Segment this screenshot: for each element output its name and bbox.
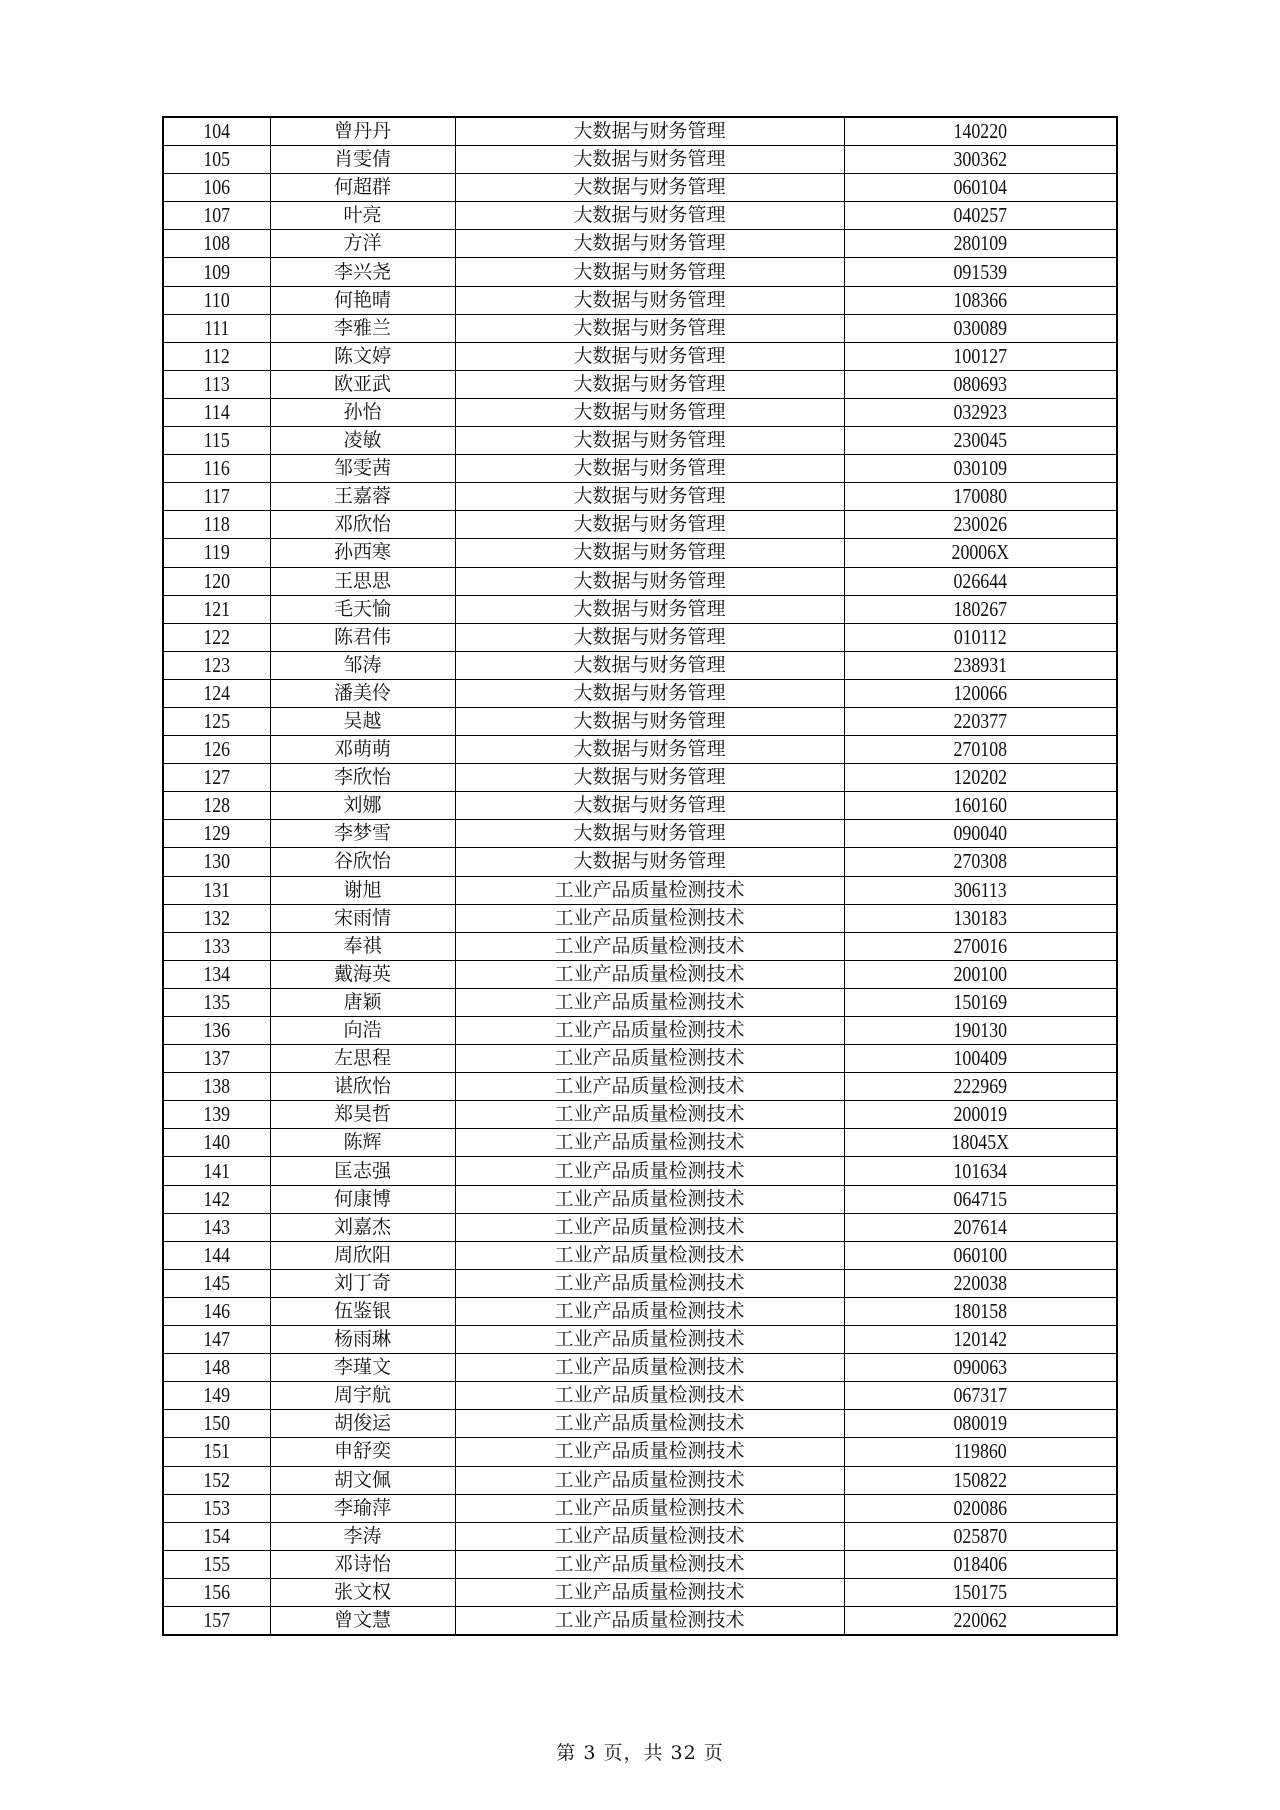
cell-serial-number: 123 bbox=[171, 651, 262, 679]
table-row bbox=[163, 932, 1117, 960]
cell-serial-number: 107 bbox=[171, 202, 262, 230]
cell-major: 工业产品质量检测技术 bbox=[455, 1269, 844, 1297]
cell-student-name: 周欣阳 bbox=[270, 1241, 455, 1269]
cell-student-name: 戴海英 bbox=[270, 960, 455, 988]
cell-major: 大数据与财务管理 bbox=[455, 595, 844, 623]
cell-student-name: 曾丹丹 bbox=[270, 117, 455, 146]
cell-serial-number: 148 bbox=[171, 1354, 262, 1382]
cell-serial-number: 108 bbox=[171, 230, 262, 258]
cell-serial-number: 104 bbox=[171, 117, 262, 146]
cell-serial-number: 154 bbox=[171, 1522, 262, 1550]
cell-serial-number: 105 bbox=[171, 146, 262, 174]
cell-id-suffix: 020086 bbox=[864, 1494, 1096, 1522]
table-row bbox=[163, 1101, 1117, 1129]
cell-id-suffix: 270016 bbox=[864, 932, 1096, 960]
cell-id-suffix: 280109 bbox=[864, 230, 1096, 258]
cell-id-suffix: 026644 bbox=[864, 567, 1096, 595]
cell-id-suffix: 300362 bbox=[864, 146, 1096, 174]
cell-student-name: 何超群 bbox=[270, 174, 455, 202]
cell-serial-number: 144 bbox=[171, 1241, 262, 1269]
cell-major: 大数据与财务管理 bbox=[455, 820, 844, 848]
table-row bbox=[163, 1129, 1117, 1157]
table-row bbox=[163, 539, 1117, 567]
cell-serial-number: 140 bbox=[171, 1129, 262, 1157]
cell-student-name: 申舒奕 bbox=[270, 1438, 455, 1466]
cell-student-name: 陈辉 bbox=[270, 1129, 455, 1157]
cell-major: 大数据与财务管理 bbox=[455, 314, 844, 342]
cell-serial-number: 149 bbox=[171, 1382, 262, 1410]
cell-id-suffix: 270308 bbox=[864, 848, 1096, 876]
cell-serial-number: 145 bbox=[171, 1269, 262, 1297]
cell-major: 工业产品质量检测技术 bbox=[455, 1017, 844, 1045]
cell-student-name: 胡俊运 bbox=[270, 1410, 455, 1438]
table-row bbox=[163, 202, 1117, 230]
cell-major: 大数据与财务管理 bbox=[455, 455, 844, 483]
cell-id-suffix: 150822 bbox=[864, 1466, 1096, 1494]
cell-student-name: 何艳晴 bbox=[270, 286, 455, 314]
table-row bbox=[163, 960, 1117, 988]
cell-id-suffix: 120202 bbox=[864, 764, 1096, 792]
cell-student-name: 奉祺 bbox=[270, 932, 455, 960]
cell-student-name: 李瑜萍 bbox=[270, 1494, 455, 1522]
table-row bbox=[163, 1410, 1117, 1438]
cell-major: 工业产品质量检测技术 bbox=[455, 1522, 844, 1550]
table-row bbox=[163, 483, 1117, 511]
cell-id-suffix: 160160 bbox=[864, 792, 1096, 820]
cell-major: 大数据与财务管理 bbox=[455, 146, 844, 174]
cell-student-name: 邓欣怡 bbox=[270, 511, 455, 539]
table-row bbox=[163, 1522, 1117, 1550]
cell-major: 工业产品质量检测技术 bbox=[455, 904, 844, 932]
cell-student-name: 李雅兰 bbox=[270, 314, 455, 342]
cell-id-suffix: 150175 bbox=[864, 1578, 1096, 1606]
table-row bbox=[163, 1578, 1117, 1606]
cell-major: 大数据与财务管理 bbox=[455, 539, 844, 567]
cell-major: 大数据与财务管理 bbox=[455, 623, 844, 651]
cell-student-name: 方洋 bbox=[270, 230, 455, 258]
cell-id-suffix: 130183 bbox=[864, 904, 1096, 932]
table-row bbox=[163, 342, 1117, 370]
cell-serial-number: 125 bbox=[171, 707, 262, 735]
cell-student-name: 刘娜 bbox=[270, 792, 455, 820]
table-row bbox=[163, 1185, 1117, 1213]
cell-id-suffix: 032923 bbox=[864, 398, 1096, 426]
cell-major: 工业产品质量检测技术 bbox=[455, 876, 844, 904]
cell-id-suffix: 20006X bbox=[864, 539, 1096, 567]
table-row bbox=[163, 314, 1117, 342]
cell-major: 工业产品质量检测技术 bbox=[455, 1185, 844, 1213]
table-row bbox=[163, 679, 1117, 707]
cell-id-suffix: 200100 bbox=[864, 960, 1096, 988]
cell-id-suffix: 060100 bbox=[864, 1241, 1096, 1269]
table-row bbox=[163, 764, 1117, 792]
cell-major: 大数据与财务管理 bbox=[455, 286, 844, 314]
table-row bbox=[163, 623, 1117, 651]
cell-serial-number: 134 bbox=[171, 960, 262, 988]
table-row bbox=[163, 174, 1117, 202]
cell-serial-number: 150 bbox=[171, 1410, 262, 1438]
cell-id-suffix: 090063 bbox=[864, 1354, 1096, 1382]
cell-major: 大数据与财务管理 bbox=[455, 342, 844, 370]
table-row bbox=[163, 1354, 1117, 1382]
table-row bbox=[163, 1606, 1117, 1635]
cell-student-name: 李梦雪 bbox=[270, 820, 455, 848]
cell-id-suffix: 064715 bbox=[864, 1185, 1096, 1213]
cell-student-name: 李涛 bbox=[270, 1522, 455, 1550]
cell-student-name: 谷欣怡 bbox=[270, 848, 455, 876]
cell-id-suffix: 200019 bbox=[864, 1101, 1096, 1129]
cell-serial-number: 135 bbox=[171, 988, 262, 1016]
cell-id-suffix: 091539 bbox=[864, 258, 1096, 286]
table-row bbox=[163, 595, 1117, 623]
cell-student-name: 吴越 bbox=[270, 707, 455, 735]
cell-major: 大数据与财务管理 bbox=[455, 764, 844, 792]
cell-major: 工业产品质量检测技术 bbox=[455, 1241, 844, 1269]
cell-id-suffix: 060104 bbox=[864, 174, 1096, 202]
cell-id-suffix: 030109 bbox=[864, 455, 1096, 483]
cell-serial-number: 114 bbox=[171, 398, 262, 426]
cell-major: 大数据与财务管理 bbox=[455, 736, 844, 764]
cell-major: 工业产品质量检测技术 bbox=[455, 1157, 844, 1185]
table-row bbox=[163, 398, 1117, 426]
cell-student-name: 邓萌萌 bbox=[270, 736, 455, 764]
cell-major: 大数据与财务管理 bbox=[455, 370, 844, 398]
cell-student-name: 匡志强 bbox=[270, 1157, 455, 1185]
cell-serial-number: 138 bbox=[171, 1073, 262, 1101]
roster-table bbox=[162, 116, 1118, 1636]
cell-id-suffix: 306113 bbox=[864, 876, 1096, 904]
cell-serial-number: 121 bbox=[171, 595, 262, 623]
cell-student-name: 张文权 bbox=[270, 1578, 455, 1606]
cell-major: 大数据与财务管理 bbox=[455, 511, 844, 539]
table-row bbox=[163, 1297, 1117, 1325]
cell-student-name: 向浩 bbox=[270, 1017, 455, 1045]
cell-major: 工业产品质量检测技术 bbox=[455, 1494, 844, 1522]
cell-student-name: 邓诗怡 bbox=[270, 1550, 455, 1578]
cell-student-name: 王思思 bbox=[270, 567, 455, 595]
table-row bbox=[163, 1213, 1117, 1241]
cell-serial-number: 152 bbox=[171, 1466, 262, 1494]
cell-id-suffix: 120066 bbox=[864, 679, 1096, 707]
cell-serial-number: 116 bbox=[171, 455, 262, 483]
cell-major: 工业产品质量检测技术 bbox=[455, 1354, 844, 1382]
cell-serial-number: 126 bbox=[171, 736, 262, 764]
cell-student-name: 肖雯倩 bbox=[270, 146, 455, 174]
table-row bbox=[163, 1326, 1117, 1354]
cell-major: 大数据与财务管理 bbox=[455, 258, 844, 286]
cell-student-name: 叶亮 bbox=[270, 202, 455, 230]
page-number-footer: 第 3 页，共 32 页 bbox=[556, 1742, 724, 1764]
cell-major: 大数据与财务管理 bbox=[455, 848, 844, 876]
cell-serial-number: 117 bbox=[171, 483, 262, 511]
cell-id-suffix: 222969 bbox=[864, 1073, 1096, 1101]
cell-id-suffix: 040257 bbox=[864, 202, 1096, 230]
cell-student-name: 刘丁奇 bbox=[270, 1269, 455, 1297]
cell-serial-number: 132 bbox=[171, 904, 262, 932]
cell-student-name: 李兴尧 bbox=[270, 258, 455, 286]
cell-serial-number: 141 bbox=[171, 1157, 262, 1185]
cell-serial-number: 128 bbox=[171, 792, 262, 820]
cell-student-name: 欧亚武 bbox=[270, 370, 455, 398]
cell-major: 工业产品质量检测技术 bbox=[455, 1297, 844, 1325]
cell-major: 工业产品质量检测技术 bbox=[455, 1578, 844, 1606]
cell-id-suffix: 220377 bbox=[864, 707, 1096, 735]
cell-id-suffix: 18045X bbox=[864, 1129, 1096, 1157]
cell-serial-number: 109 bbox=[171, 258, 262, 286]
cell-major: 工业产品质量检测技术 bbox=[455, 932, 844, 960]
cell-serial-number: 118 bbox=[171, 511, 262, 539]
table-row bbox=[163, 651, 1117, 679]
cell-serial-number: 120 bbox=[171, 567, 262, 595]
table-row bbox=[163, 1269, 1117, 1297]
cell-serial-number: 112 bbox=[171, 342, 262, 370]
cell-serial-number: 131 bbox=[171, 876, 262, 904]
cell-major: 工业产品质量检测技术 bbox=[455, 1073, 844, 1101]
cell-serial-number: 130 bbox=[171, 848, 262, 876]
table-row bbox=[163, 848, 1117, 876]
cell-student-name: 左思程 bbox=[270, 1045, 455, 1073]
cell-id-suffix: 108366 bbox=[864, 286, 1096, 314]
cell-id-suffix: 090040 bbox=[864, 820, 1096, 848]
cell-major: 工业产品质量检测技术 bbox=[455, 1466, 844, 1494]
table-row bbox=[163, 736, 1117, 764]
cell-major: 工业产品质量检测技术 bbox=[455, 1410, 844, 1438]
cell-student-name: 刘嘉杰 bbox=[270, 1213, 455, 1241]
cell-major: 大数据与财务管理 bbox=[455, 679, 844, 707]
cell-serial-number: 115 bbox=[171, 427, 262, 455]
cell-major: 工业产品质量检测技术 bbox=[455, 1438, 844, 1466]
cell-major: 工业产品质量检测技术 bbox=[455, 1326, 844, 1354]
cell-id-suffix: 220062 bbox=[864, 1606, 1096, 1635]
cell-id-suffix: 238931 bbox=[864, 651, 1096, 679]
cell-major: 大数据与财务管理 bbox=[455, 567, 844, 595]
cell-major: 工业产品质量检测技术 bbox=[455, 1382, 844, 1410]
cell-id-suffix: 067317 bbox=[864, 1382, 1096, 1410]
cell-serial-number: 127 bbox=[171, 764, 262, 792]
table-row bbox=[163, 117, 1117, 146]
cell-serial-number: 147 bbox=[171, 1326, 262, 1354]
table-row bbox=[163, 146, 1117, 174]
cell-id-suffix: 101634 bbox=[864, 1157, 1096, 1185]
cell-student-name: 何康博 bbox=[270, 1185, 455, 1213]
cell-student-name: 唐颖 bbox=[270, 988, 455, 1016]
cell-id-suffix: 230026 bbox=[864, 511, 1096, 539]
table-row bbox=[163, 988, 1117, 1016]
cell-serial-number: 153 bbox=[171, 1494, 262, 1522]
cell-id-suffix: 030089 bbox=[864, 314, 1096, 342]
cell-student-name: 伍鉴银 bbox=[270, 1297, 455, 1325]
table-row bbox=[163, 1017, 1117, 1045]
table-row bbox=[163, 286, 1117, 314]
cell-major: 大数据与财务管理 bbox=[455, 707, 844, 735]
cell-id-suffix: 120142 bbox=[864, 1326, 1096, 1354]
cell-student-name: 郑昊哲 bbox=[270, 1101, 455, 1129]
cell-id-suffix: 180267 bbox=[864, 595, 1096, 623]
cell-major: 工业产品质量检测技术 bbox=[455, 1550, 844, 1578]
cell-serial-number: 133 bbox=[171, 932, 262, 960]
table-row bbox=[163, 1382, 1117, 1410]
table-row bbox=[163, 904, 1117, 932]
table-row bbox=[163, 511, 1117, 539]
cell-student-name: 王嘉蓉 bbox=[270, 483, 455, 511]
cell-student-name: 周宇航 bbox=[270, 1382, 455, 1410]
cell-student-name: 宋雨情 bbox=[270, 904, 455, 932]
cell-major: 大数据与财务管理 bbox=[455, 117, 844, 146]
table-row bbox=[163, 230, 1117, 258]
cell-student-name: 毛天愉 bbox=[270, 595, 455, 623]
cell-student-name: 李瑾文 bbox=[270, 1354, 455, 1382]
cell-id-suffix: 119860 bbox=[864, 1438, 1096, 1466]
cell-major: 工业产品质量检测技术 bbox=[455, 1045, 844, 1073]
table-row bbox=[163, 258, 1117, 286]
cell-major: 工业产品质量检测技术 bbox=[455, 1213, 844, 1241]
cell-id-suffix: 080693 bbox=[864, 370, 1096, 398]
cell-student-name: 孙怡 bbox=[270, 398, 455, 426]
cell-major: 大数据与财务管理 bbox=[455, 230, 844, 258]
cell-student-name: 陈君伟 bbox=[270, 623, 455, 651]
cell-id-suffix: 150169 bbox=[864, 988, 1096, 1016]
cell-major: 工业产品质量检测技术 bbox=[455, 960, 844, 988]
cell-id-suffix: 100127 bbox=[864, 342, 1096, 370]
cell-id-suffix: 025870 bbox=[864, 1522, 1096, 1550]
cell-student-name: 凌敏 bbox=[270, 427, 455, 455]
table-row bbox=[163, 792, 1117, 820]
cell-serial-number: 106 bbox=[171, 174, 262, 202]
table-row bbox=[163, 370, 1117, 398]
cell-major: 工业产品质量检测技术 bbox=[455, 988, 844, 1016]
table-row bbox=[163, 1550, 1117, 1578]
cell-major: 工业产品质量检测技术 bbox=[455, 1101, 844, 1129]
table-row bbox=[163, 1045, 1117, 1073]
cell-student-name: 曾文慧 bbox=[270, 1606, 455, 1635]
cell-serial-number: 110 bbox=[171, 286, 262, 314]
cell-student-name: 谌欣怡 bbox=[270, 1073, 455, 1101]
cell-serial-number: 111 bbox=[171, 314, 262, 342]
cell-major: 大数据与财务管理 bbox=[455, 174, 844, 202]
table-row bbox=[163, 876, 1117, 904]
cell-student-name: 谢旭 bbox=[270, 876, 455, 904]
cell-id-suffix: 207614 bbox=[864, 1213, 1096, 1241]
cell-id-suffix: 140220 bbox=[864, 117, 1096, 146]
cell-serial-number: 129 bbox=[171, 820, 262, 848]
cell-major: 大数据与财务管理 bbox=[455, 398, 844, 426]
cell-serial-number: 139 bbox=[171, 1101, 262, 1129]
cell-major: 大数据与财务管理 bbox=[455, 202, 844, 230]
cell-serial-number: 136 bbox=[171, 1017, 262, 1045]
cell-student-name: 孙西寒 bbox=[270, 539, 455, 567]
cell-id-suffix: 190130 bbox=[864, 1017, 1096, 1045]
cell-id-suffix: 080019 bbox=[864, 1410, 1096, 1438]
cell-id-suffix: 270108 bbox=[864, 736, 1096, 764]
cell-student-name: 胡文佩 bbox=[270, 1466, 455, 1494]
cell-serial-number: 122 bbox=[171, 623, 262, 651]
cell-major: 大数据与财务管理 bbox=[455, 427, 844, 455]
table-row bbox=[163, 567, 1117, 595]
table-row bbox=[163, 820, 1117, 848]
cell-serial-number: 119 bbox=[171, 539, 262, 567]
cell-serial-number: 157 bbox=[171, 1606, 262, 1635]
table-row bbox=[163, 1438, 1117, 1466]
table-row bbox=[163, 1157, 1117, 1185]
cell-student-name: 潘美伶 bbox=[270, 679, 455, 707]
cell-student-name: 陈文婷 bbox=[270, 342, 455, 370]
cell-id-suffix: 100409 bbox=[864, 1045, 1096, 1073]
cell-id-suffix: 170080 bbox=[864, 483, 1096, 511]
cell-serial-number: 137 bbox=[171, 1045, 262, 1073]
cell-student-name: 杨雨琳 bbox=[270, 1326, 455, 1354]
table-row bbox=[163, 707, 1117, 735]
cell-id-suffix: 230045 bbox=[864, 427, 1096, 455]
cell-id-suffix: 220038 bbox=[864, 1269, 1096, 1297]
cell-id-suffix: 180158 bbox=[864, 1297, 1096, 1325]
cell-major: 大数据与财务管理 bbox=[455, 792, 844, 820]
cell-serial-number: 155 bbox=[171, 1550, 262, 1578]
cell-serial-number: 113 bbox=[171, 370, 262, 398]
table-row bbox=[163, 1494, 1117, 1522]
table-row bbox=[163, 455, 1117, 483]
cell-serial-number: 156 bbox=[171, 1578, 262, 1606]
table-row bbox=[163, 1073, 1117, 1101]
cell-major: 大数据与财务管理 bbox=[455, 651, 844, 679]
cell-major: 大数据与财务管理 bbox=[455, 483, 844, 511]
cell-serial-number: 142 bbox=[171, 1185, 262, 1213]
cell-major: 工业产品质量检测技术 bbox=[455, 1606, 844, 1635]
cell-serial-number: 143 bbox=[171, 1213, 262, 1241]
table-row bbox=[163, 1466, 1117, 1494]
cell-id-suffix: 018406 bbox=[864, 1550, 1096, 1578]
cell-serial-number: 124 bbox=[171, 679, 262, 707]
cell-id-suffix: 010112 bbox=[864, 623, 1096, 651]
roster-table-body bbox=[163, 117, 1117, 1635]
cell-student-name: 李欣怡 bbox=[270, 764, 455, 792]
table-row bbox=[163, 427, 1117, 455]
cell-serial-number: 151 bbox=[171, 1438, 262, 1466]
cell-student-name: 邹雯茜 bbox=[270, 455, 455, 483]
cell-student-name: 邹涛 bbox=[270, 651, 455, 679]
cell-major: 工业产品质量检测技术 bbox=[455, 1129, 844, 1157]
table-row bbox=[163, 1241, 1117, 1269]
cell-serial-number: 146 bbox=[171, 1297, 262, 1325]
